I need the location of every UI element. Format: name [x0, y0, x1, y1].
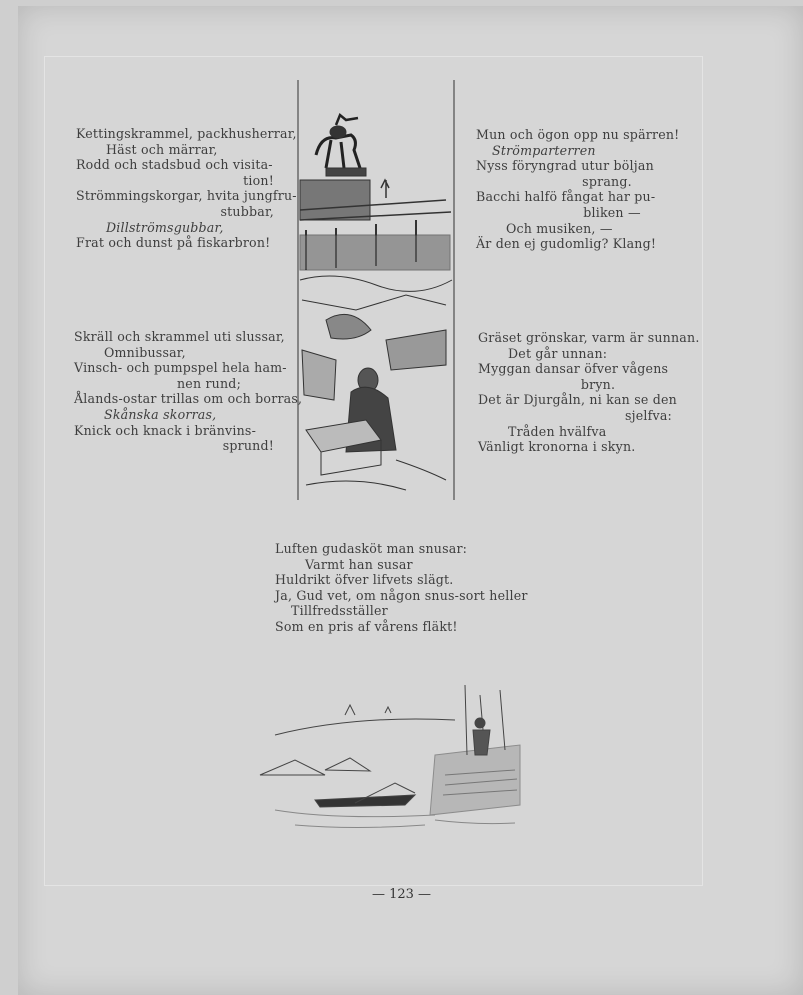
verse-line: sjelfva: — [625, 407, 672, 423]
verse-line: bryn. — [580, 376, 616, 392]
stanza-left-top — [76, 126, 297, 251]
verse-line: Tråden hvälfva — [508, 423, 607, 439]
verse-line: Det är Djurgåln, ni kan se den — [478, 392, 677, 408]
verse-line: Frat och dunst på fiskarbron! — [76, 235, 271, 251]
verse-line: Mun och ögon opp nu spärren! — [476, 127, 680, 142]
stanza-right-top — [476, 127, 678, 252]
harbor-boats-sketch — [255, 675, 525, 845]
verse-line: Rodd och stadsbud och visita- — [76, 157, 273, 173]
verse-line: Nyss föryngrad utur böljan — [476, 158, 654, 174]
verse-line: Kettingskrammel, packhusherrar, — [76, 126, 297, 141]
verse-line: Strömparterren — [492, 142, 596, 158]
verse-line: stubbar, — [220, 203, 274, 219]
harbor-statue-illustration — [296, 80, 456, 500]
stanza-bottom — [275, 541, 545, 635]
verse-line: Det går unnan: — [508, 345, 608, 361]
verse-line: Häst och märrar, — [106, 141, 218, 157]
verse-line: sprund! — [222, 438, 274, 454]
verse-line: Vänligt kronorna i skyn. — [478, 439, 636, 455]
verse-line: Gräset grönskar, varm är sunnan. — [478, 330, 700, 345]
stanza-right-bottom — [478, 330, 700, 455]
verse-line: Och musiken, — — [506, 220, 613, 236]
verse-line: Myggan dansar öfver vågens — [478, 361, 669, 377]
verse-line: Som en pris af vårens fläkt! — [275, 618, 458, 634]
verse-line: Knick och knack i bränvins- — [74, 422, 257, 438]
stanza-left-bottom — [74, 329, 303, 454]
verse-line: bliken — — [583, 204, 641, 220]
verse-line: Dillströmsgubbar, — [106, 219, 224, 235]
verse-line: Huldrikt öfver lifvets slägt. — [275, 572, 454, 588]
verse-line: Är den ej gudomlig? Klang! — [476, 236, 657, 252]
verse-line: Skräll och skrammel uti slussar, — [74, 329, 285, 344]
verse-line: Strömmingskorgar, hvita jungfru- — [76, 188, 297, 204]
verse-line: tion! — [243, 172, 274, 188]
verse-line: Luften gudasköt man snusar: — [275, 541, 468, 556]
verse-line: sprang. — [582, 173, 632, 189]
verse-line: Ja, Gud vet, om någon snus-sort heller — [275, 587, 528, 603]
verse-line: Bacchi halfö fångat har pu- — [476, 189, 656, 205]
verse-line: Tillfredsställer — [291, 603, 388, 619]
page-number: — 123 — — [371, 887, 432, 902]
verse-line: Vinsch- och pumpspel hela ham- — [74, 360, 287, 376]
verse-line: Omnibussar, — [104, 344, 186, 360]
verse-line: Skånska skorras, — [104, 406, 217, 422]
verse-line: Varmt han susar — [305, 556, 413, 572]
verse-line: nen rund; — [176, 375, 242, 391]
verse-line: Ålands-ostar trillas om och borras, — [74, 391, 303, 407]
